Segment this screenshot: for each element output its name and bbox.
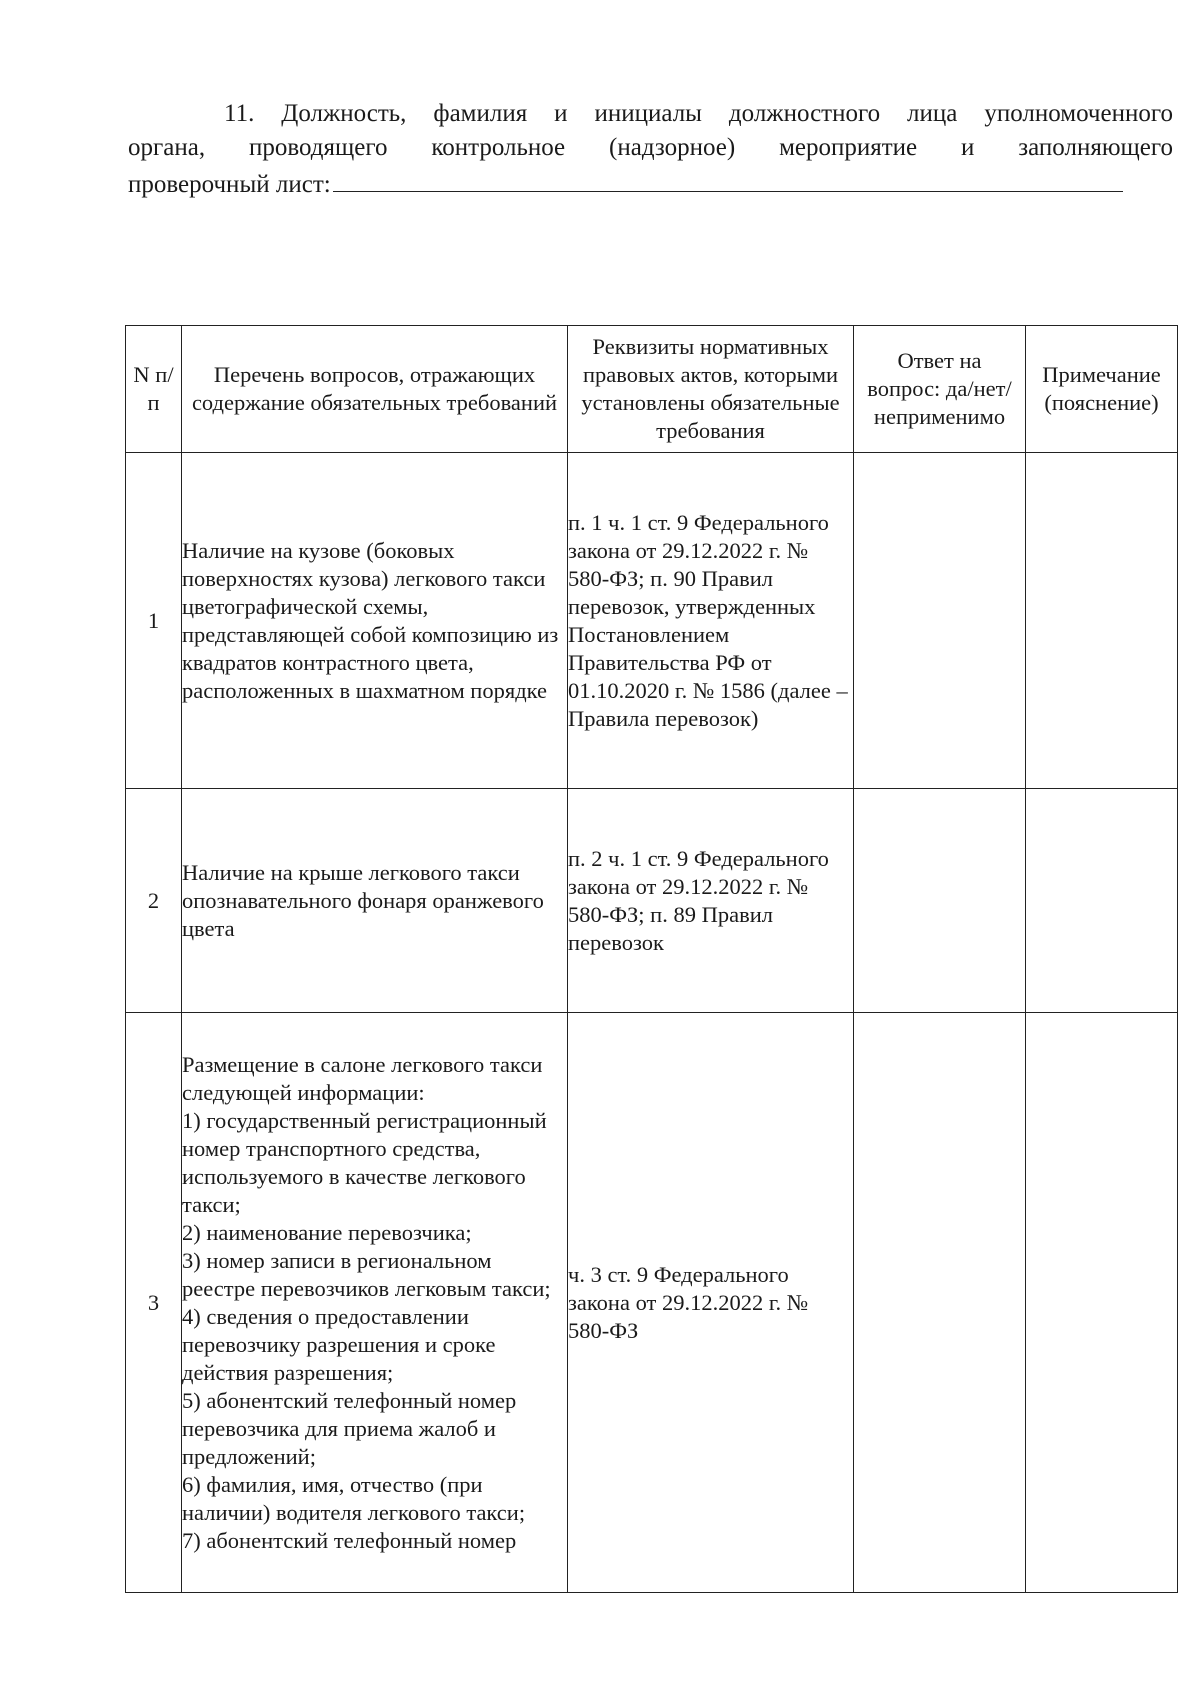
paragraph-line-3 — [128, 165, 1173, 202]
header-requisites: Реквизиты нормативных правовых актов, которыми установлены обязательные требования — [568, 326, 854, 453]
paragraph-line-1: 11. Должность, фамилия и инициалы должностного лица уполномоченного — [224, 100, 1173, 127]
row-note-cell[interactable] — [1026, 1013, 1178, 1593]
header-note: Примечание (пояснение) — [1026, 326, 1178, 453]
checklist-table — [125, 325, 1178, 1593]
signatory-blank-line — [333, 165, 1123, 192]
row-number: 2 — [126, 789, 182, 1013]
header-questions: Перечень вопросов, отражающих содержание обязательных требований — [182, 326, 568, 453]
table-row — [126, 453, 1178, 789]
row-answer-cell[interactable] — [854, 453, 1026, 789]
row-question: Наличие на крыше легкового такси опознавательного фонаря оранжевого цвета — [182, 789, 568, 1013]
row-question: Наличие на кузове (боковых поверхностях кузова) легкового такси цветографической схемы, представляющей собой композицию из квадратов контрастного цвета, расположенных в шахматном порядке — [182, 453, 568, 789]
checklist-label: проверочный лист: — [128, 171, 331, 198]
header-answer: Ответ на вопрос: да/нет/ неприменимо — [854, 326, 1026, 453]
row-requisites: ч. 3 ст. 9 Федерального закона от 29.12.2022 г. № 580-ФЗ — [568, 1013, 854, 1593]
header-row — [126, 326, 1178, 453]
table-row — [126, 1013, 1178, 1593]
row-requisites: п. 2 ч. 1 ст. 9 Федерального закона от 29.12.2022 г. № 580-ФЗ; п. 89 Правил перевозок — [568, 789, 854, 1013]
row-requisites: п. 1 ч. 1 ст. 9 Федерального закона от 29.12.2022 г. № 580-ФЗ; п. 90 Правил перевозок, утвержденных Постановлением Правительства РФ от 01.10.2020 г. № 1586 (далее – Правила перевозок) — [568, 453, 854, 789]
row-number: 3 — [126, 1013, 182, 1593]
signatory-paragraph — [128, 97, 1173, 202]
row-number: 1 — [126, 453, 182, 789]
row-answer-cell[interactable] — [854, 1013, 1026, 1593]
header-number: N п/ п — [126, 326, 182, 453]
paragraph-line-2: органа, проводящего контрольное (надзорное) мероприятие и заполняющего — [128, 134, 1173, 161]
row-note-cell[interactable] — [1026, 789, 1178, 1013]
row-answer-cell[interactable] — [854, 789, 1026, 1013]
table-row — [126, 789, 1178, 1013]
row-note-cell[interactable] — [1026, 453, 1178, 789]
row-question: Размещение в салоне легкового такси следующей информации: 1) государственный регистрационный номер транспортного средства, используемого в качестве легкового такси; 2) наименование перевозчика; 3) номер записи в региональном реестре перевозчиков легковым такси; 4) сведения о предоставлении перевозчику разрешения и сроке действия разрешения; 5) абонентский телефонный номер перевозчика для приема жалоб и предложений; 6) фамилия, имя, отчество (при наличии) водителя легкового такси; 7) абонентский телефонный номер — [182, 1013, 568, 1593]
